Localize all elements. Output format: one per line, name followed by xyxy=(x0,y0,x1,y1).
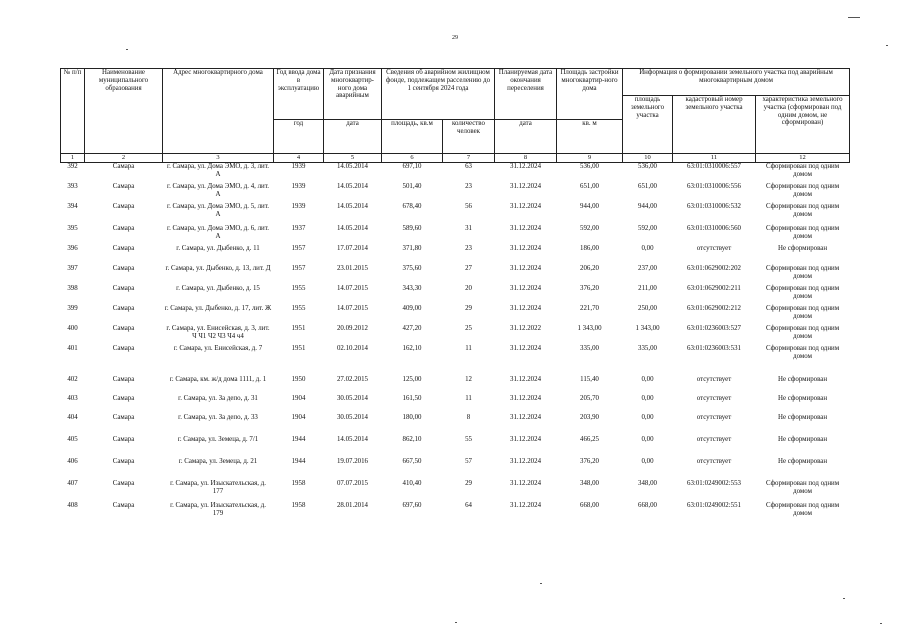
cell-planned-end-date: 31.12.2024 xyxy=(510,414,542,421)
cell-cadastral-number: отсутствует xyxy=(696,458,732,465)
cell-municipality: Самара xyxy=(112,325,135,332)
cell-building-area: 115,40 xyxy=(580,376,599,383)
cell-row-number: 398 xyxy=(67,285,78,292)
cell-people-count: 31 xyxy=(465,225,472,232)
cell-emergency-date: 27.02.2015 xyxy=(336,376,368,383)
cell-address: г. Самара, ул. Дыбенко, д. 15 xyxy=(176,285,260,292)
scan-artifact xyxy=(540,583,542,584)
cell-emergency-date: 17.07.2014 xyxy=(336,245,368,252)
cell-emergency-date: 28.01.2014 xyxy=(336,502,368,509)
cell-row-number: 396 xyxy=(67,245,78,252)
cell-year-built: 1951 xyxy=(291,345,306,352)
header-building-area: Площадь застройки многоквартир-ного дома xyxy=(557,69,623,120)
cell-area: 667,50 xyxy=(402,458,422,465)
cell-building-area: 348,00 xyxy=(580,480,599,487)
cell-address: г. Самара, ул. За депо, д. 31 xyxy=(178,395,258,402)
cell-row-number: 397 xyxy=(67,265,78,272)
cell-year-built: 1951 xyxy=(291,325,306,332)
cell-municipality: Самара xyxy=(112,225,135,232)
cell-people-count: 29 xyxy=(465,305,472,312)
cell-municipality: Самара xyxy=(112,203,135,210)
cell-building-area: 221,70 xyxy=(580,305,599,312)
cell-land-characteristic: Сформирован под одним домом xyxy=(765,325,840,340)
header-cadastral: кадастровый номер земельного участка xyxy=(673,96,756,154)
scan-artifact xyxy=(843,598,845,599)
cell-address: г. Самара, ул. Изыскательская, д. 177 xyxy=(170,480,266,495)
cell-people-count: 20 xyxy=(465,285,472,292)
cell-land-area: 211,00 xyxy=(638,285,657,292)
cell-cadastral-number: 63:01:0249002:553 xyxy=(687,480,741,487)
cell-building-area: 203,90 xyxy=(580,414,599,421)
cell-land-characteristic: Сформирован под одним домом xyxy=(765,502,840,517)
cell-land-area: 668,00 xyxy=(638,502,657,509)
cell-cadastral-number: 63:01:0629002:212 xyxy=(687,305,741,312)
cell-people-count: 23 xyxy=(465,245,472,252)
cell-area: 410,40 xyxy=(402,480,422,487)
header-municipality: Наименование муниципального образования xyxy=(85,69,163,154)
emergency-housing-table xyxy=(60,68,850,524)
cell-area: 375,60 xyxy=(402,265,422,272)
cell-land-area: 0,00 xyxy=(641,395,654,402)
cell-area: 862,10 xyxy=(402,436,422,443)
cell-land-area: 335,00 xyxy=(638,345,657,352)
cell-municipality: Самара xyxy=(112,285,135,292)
cell-land-characteristic: Сформирован под одним домом xyxy=(765,305,840,320)
table-header xyxy=(61,69,850,163)
cell-municipality: Самара xyxy=(112,265,135,272)
cell-area: 371,80 xyxy=(402,245,422,252)
cell-emergency-date: 19.07.2016 xyxy=(336,458,368,465)
scan-artifact xyxy=(455,622,457,623)
cell-emergency-date: 30.05.2014 xyxy=(336,395,368,402)
cell-area: 343,30 xyxy=(402,285,422,292)
column-number: 5 xyxy=(324,154,382,163)
header-number: № п/п xyxy=(61,69,85,154)
cell-building-area: 376,20 xyxy=(580,285,599,292)
cell-cadastral-number: отсутствует xyxy=(696,245,732,252)
cell-year-built: 1904 xyxy=(291,395,306,402)
cell-year-built: 1939 xyxy=(291,183,306,190)
cell-row-number: 404 xyxy=(67,414,78,421)
cell-building-area: 651,00 xyxy=(580,183,599,190)
cell-building-area: 376,20 xyxy=(580,458,599,465)
cell-emergency-date: 14.07.2015 xyxy=(336,305,368,312)
cell-people-count: 11 xyxy=(465,345,472,352)
cell-planned-end-date: 31.12.2024 xyxy=(510,395,542,402)
cell-address: г. Самара, км. ж/д дома 1111, д. 1 xyxy=(169,376,267,383)
cell-people-count: 8 xyxy=(466,414,471,421)
cell-emergency-date: 14.05.2014 xyxy=(336,225,368,232)
cell-land-area: 0,00 xyxy=(641,376,654,383)
cell-municipality: Самара xyxy=(112,502,135,509)
cell-address: г. Самара, ул. Дыбенко, д. 11 xyxy=(176,245,260,252)
cell-land-characteristic: Сформирован под одним домом xyxy=(765,225,840,240)
header-planned-end: Планируемая дата окончания переселения xyxy=(495,69,557,120)
table-row xyxy=(61,502,850,524)
cell-cadastral-number: 63:01:0236003:527 xyxy=(687,325,741,332)
table-row xyxy=(61,203,850,225)
cell-address: г. Самара, ул. За депо, д. 33 xyxy=(178,414,258,421)
cell-address: г. Самара, ул. Дома ЭМО, д. 4, лит. А xyxy=(167,183,269,198)
cell-year-built: 1958 xyxy=(291,502,306,509)
cell-municipality: Самара xyxy=(112,183,135,190)
table-row xyxy=(61,414,850,436)
cell-land-characteristic: Сформирован под одним домом xyxy=(765,265,840,280)
cell-planned-end-date: 31.12.2024 xyxy=(510,225,542,232)
header-land-info: Информация о формировании земельного участка под аварийным многоквартирным домом xyxy=(623,69,850,96)
column-number: 3 xyxy=(163,154,274,163)
cell-municipality: Самара xyxy=(112,305,135,312)
cell-area: 125,00 xyxy=(402,376,422,383)
table-row xyxy=(61,325,850,345)
cell-planned-end-date: 31.12.2024 xyxy=(510,480,542,487)
cell-year-built: 1937 xyxy=(291,225,306,232)
cell-address: г. Самара, ул. Дома ЭМО, д. 3, лит. А xyxy=(167,163,269,178)
cell-land-characteristic: Не сформирован xyxy=(778,436,828,443)
cell-land-characteristic: Не сформирован xyxy=(778,245,828,252)
cell-planned-end-date: 31.12.2024 xyxy=(510,502,542,509)
cell-municipality: Самара xyxy=(112,480,135,487)
cell-cadastral-number: 63:01:0629002:202 xyxy=(687,265,741,272)
cell-municipality: Самара xyxy=(112,345,135,352)
cell-land-area: 0,00 xyxy=(641,458,654,465)
scan-artifact xyxy=(886,45,888,46)
table-row xyxy=(61,265,850,285)
cell-land-area: 348,00 xyxy=(638,480,657,487)
cell-emergency-date: 14.07.2015 xyxy=(336,285,368,292)
cell-address: г. Самара, ул. Енисейская, д. 3, лит. Ч Ч1 Ч2 Ч3 Ч4 ч4 xyxy=(166,325,270,340)
cell-address: г. Самара, ул. Изыскательская, д. 179 xyxy=(170,502,266,517)
cell-row-number: 400 xyxy=(67,325,78,332)
cell-year-built: 1904 xyxy=(291,414,306,421)
cell-row-number: 406 xyxy=(67,458,78,465)
cell-building-area: 186,00 xyxy=(580,245,599,252)
cell-year-built: 1957 xyxy=(291,245,306,252)
cell-area: 697,10 xyxy=(402,163,422,170)
header-year-built: Год ввода дома в эксплуатацию xyxy=(274,69,324,120)
cell-row-number: 408 xyxy=(67,502,78,509)
table-row xyxy=(61,436,850,458)
cell-row-number: 392 xyxy=(67,163,78,170)
cell-building-area: 592,00 xyxy=(580,225,599,232)
cell-area: 589,60 xyxy=(402,225,422,232)
cell-cadastral-number: 63:01:0310006:556 xyxy=(687,183,741,190)
cell-emergency-date: 02.10.2014 xyxy=(336,345,368,352)
column-number: 6 xyxy=(382,154,443,163)
header-unit-end-date: дата xyxy=(495,120,557,154)
cell-land-characteristic: Сформирован под одним домом xyxy=(765,203,840,218)
cell-row-number: 407 xyxy=(67,480,78,487)
cell-emergency-date: 14.05.2014 xyxy=(336,436,368,443)
cell-land-characteristic: Сформирован под одним домом xyxy=(765,480,840,495)
header-address: Адрес многоквартирного дома xyxy=(163,69,274,154)
table-row xyxy=(61,480,850,502)
cell-planned-end-date: 31.12.2024 xyxy=(510,163,542,170)
cell-cadastral-number: 63:01:0236003:531 xyxy=(687,345,741,352)
header-emergency-fund: Сведения об аварийном жилищном фонде, подлежащем расселению до 1 сентября 2024 года xyxy=(382,69,495,120)
cell-area: 678,40 xyxy=(402,203,422,210)
cell-municipality: Самара xyxy=(112,245,135,252)
cell-land-characteristic: Сформирован под одним домом xyxy=(765,163,840,178)
cell-land-area: 1 343,00 xyxy=(635,325,660,332)
cell-land-characteristic: Не сформирован xyxy=(778,414,828,421)
table-body xyxy=(61,163,850,525)
cell-emergency-date: 30.05.2014 xyxy=(336,414,368,421)
cell-emergency-date: 14.05.2014 xyxy=(336,163,368,170)
column-number: 1 xyxy=(61,154,85,163)
cell-building-area: 1 343,00 xyxy=(577,325,602,332)
header-unit-year: год xyxy=(274,120,324,154)
column-number: 11 xyxy=(673,154,756,163)
cell-cadastral-number: 63:01:0310006:560 xyxy=(687,225,741,232)
cell-year-built: 1944 xyxy=(291,436,306,443)
cell-planned-end-date: 31.12.2024 xyxy=(510,285,542,292)
cell-cadastral-number: 63:01:0629002:211 xyxy=(687,285,741,292)
cell-emergency-date: 07.07.2015 xyxy=(336,480,368,487)
table-row xyxy=(61,376,850,395)
cell-building-area: 206,20 xyxy=(580,265,599,272)
cell-land-area: 0,00 xyxy=(641,414,654,421)
table-row xyxy=(61,285,850,305)
table-row xyxy=(61,163,850,184)
column-number: 2 xyxy=(85,154,163,163)
cell-address: г. Самара, ул. Дома ЭМО, д. 5, лит. А xyxy=(167,203,269,218)
cell-planned-end-date: 31.12.2024 xyxy=(510,376,542,383)
cell-people-count: 56 xyxy=(465,203,472,210)
cell-address: г. Самара, ул. Дыбенко, д. 17, лит. Ж xyxy=(164,305,272,312)
header-unit-area: площадь, кв.м xyxy=(382,120,443,154)
column-number: 7 xyxy=(443,154,495,163)
cell-land-area: 0,00 xyxy=(641,245,654,252)
cell-row-number: 394 xyxy=(67,203,78,210)
cell-municipality: Самара xyxy=(112,414,135,421)
cell-cadastral-number: 63:01:0310006:557 xyxy=(687,163,741,170)
cell-year-built: 1955 xyxy=(291,305,306,312)
cell-planned-end-date: 31.12.2024 xyxy=(510,436,542,443)
cell-address: г. Самара, ул. Земеца, д. 21 xyxy=(178,458,258,465)
cell-people-count: 63 xyxy=(465,163,472,170)
cell-municipality: Самара xyxy=(112,458,135,465)
column-number: 8 xyxy=(495,154,557,163)
page-number: 29 xyxy=(452,35,458,41)
cell-row-number: 393 xyxy=(67,183,78,190)
cell-area: 161,50 xyxy=(402,395,422,402)
cell-address: г. Самара, ул. Дыбенко, д. 13, лит. Д xyxy=(165,265,271,272)
cell-people-count: 64 xyxy=(465,502,472,509)
cell-cadastral-number: отсутствует xyxy=(696,395,732,402)
header-unit-people: количество человек xyxy=(443,120,495,154)
cell-land-area: 250,00 xyxy=(638,305,657,312)
cell-land-area: 0,00 xyxy=(641,436,654,443)
cell-land-characteristic: Сформирован под одним домом xyxy=(765,345,840,360)
cell-land-area: 592,00 xyxy=(638,225,657,232)
cell-people-count: 23 xyxy=(465,183,472,190)
cell-land-characteristic: Сформирован под одним домом xyxy=(765,285,840,300)
header-unit-date: дата xyxy=(324,120,382,154)
scan-artifact xyxy=(126,49,128,50)
cell-building-area: 668,00 xyxy=(580,502,599,509)
cell-land-area: 237,00 xyxy=(638,265,657,272)
cell-people-count: 55 xyxy=(465,436,472,443)
cell-area: 180,00 xyxy=(402,414,422,421)
cell-planned-end-date: 31.12.2024 xyxy=(510,265,542,272)
cell-year-built: 1957 xyxy=(291,265,306,272)
cell-year-built: 1939 xyxy=(291,203,306,210)
header-unit-sqm: кв. м xyxy=(557,120,623,154)
cell-row-number: 405 xyxy=(67,436,78,443)
cell-municipality: Самара xyxy=(112,163,135,170)
cell-municipality: Самара xyxy=(112,436,135,443)
table-row xyxy=(61,345,850,376)
cell-emergency-date: 14.05.2014 xyxy=(336,183,368,190)
table-row xyxy=(61,245,850,265)
column-number: 12 xyxy=(756,154,850,163)
cell-row-number: 402 xyxy=(67,376,78,383)
cell-planned-end-date: 31.12.2024 xyxy=(510,458,542,465)
header-emergency-date: Дата признания многоквартир-ного дома аварийным xyxy=(324,69,382,120)
table-row xyxy=(61,395,850,414)
cell-emergency-date: 14.05.2014 xyxy=(336,203,368,210)
cell-area: 409,00 xyxy=(402,305,422,312)
cell-cadastral-number: 63:01:0249002:551 xyxy=(687,502,741,509)
cell-planned-end-date: 31.12.2024 xyxy=(510,245,542,252)
cell-year-built: 1958 xyxy=(291,480,306,487)
cell-area: 501,40 xyxy=(402,183,422,190)
cell-building-area: 944,00 xyxy=(580,203,599,210)
cell-area: 162,10 xyxy=(402,345,422,352)
cell-year-built: 1950 xyxy=(291,376,306,383)
cell-area: 427,20 xyxy=(402,325,422,332)
cell-address: г. Самара, ул. Енисейская, д. 7 xyxy=(173,345,263,352)
header-land-area: площадь земельного участка xyxy=(623,96,673,154)
cell-building-area: 205,70 xyxy=(580,395,599,402)
cell-cadastral-number: 63:01:0310006:532 xyxy=(687,203,741,210)
cell-people-count: 57 xyxy=(465,458,472,465)
cell-land-characteristic: Не сформирован xyxy=(778,458,828,465)
cell-emergency-date: 23.01.2015 xyxy=(336,265,368,272)
cell-row-number: 403 xyxy=(67,395,78,402)
cell-land-characteristic: Сформирован под одним домом xyxy=(765,183,840,198)
cell-row-number: 395 xyxy=(67,225,78,232)
table-row xyxy=(61,458,850,480)
cell-planned-end-date: 31.12.2024 xyxy=(510,305,542,312)
cell-year-built: 1944 xyxy=(291,458,306,465)
cell-land-area: 651,00 xyxy=(638,183,657,190)
scan-artifact xyxy=(848,17,860,18)
cell-building-area: 335,00 xyxy=(580,345,599,352)
cell-land-area: 536,00 xyxy=(638,163,657,170)
cell-people-count: 11 xyxy=(465,395,472,402)
cell-area: 697,60 xyxy=(402,502,422,509)
cell-planned-end-date: 31.12.2024 xyxy=(510,345,542,352)
cell-year-built: 1939 xyxy=(291,163,306,170)
cell-municipality: Самара xyxy=(112,376,135,383)
header-land-characteristic: характеристика земельного участка (сформирован под одним домом, не сформирован) xyxy=(756,96,850,154)
cell-land-characteristic: Не сформирован xyxy=(778,376,828,383)
column-number: 10 xyxy=(623,154,673,163)
cell-land-characteristic: Не сформирован xyxy=(778,395,828,402)
scan-artifact xyxy=(880,623,882,624)
cell-row-number: 399 xyxy=(67,305,78,312)
table-row xyxy=(61,225,850,245)
cell-row-number: 401 xyxy=(67,345,78,352)
cell-building-area: 536,00 xyxy=(580,163,599,170)
cell-cadastral-number: отсутствует xyxy=(696,436,732,443)
cell-people-count: 29 xyxy=(465,480,472,487)
cell-address: г. Самара, ул. Дома ЭМО, д. 6, лит. А xyxy=(167,225,269,240)
cell-planned-end-date: 31.12.2022 xyxy=(510,325,542,332)
cell-cadastral-number: отсутствует xyxy=(696,414,732,421)
cell-municipality: Самара xyxy=(112,395,135,402)
cell-people-count: 27 xyxy=(465,265,472,272)
cell-year-built: 1955 xyxy=(291,285,306,292)
cell-people-count: 12 xyxy=(465,376,472,383)
cell-planned-end-date: 31.12.2024 xyxy=(510,203,542,210)
cell-planned-end-date: 31.12.2024 xyxy=(510,183,542,190)
table-row xyxy=(61,305,850,325)
cell-people-count: 25 xyxy=(465,325,472,332)
table-row xyxy=(61,183,850,203)
cell-address: г. Самара, ул. Земеца, д. 7/1 xyxy=(177,436,259,443)
column-number: 4 xyxy=(274,154,324,163)
cell-land-area: 944,00 xyxy=(638,203,657,210)
column-number: 9 xyxy=(557,154,623,163)
cell-cadastral-number: отсутствует xyxy=(696,376,732,383)
cell-building-area: 466,25 xyxy=(580,436,599,443)
cell-emergency-date: 20.09.2012 xyxy=(336,325,368,332)
